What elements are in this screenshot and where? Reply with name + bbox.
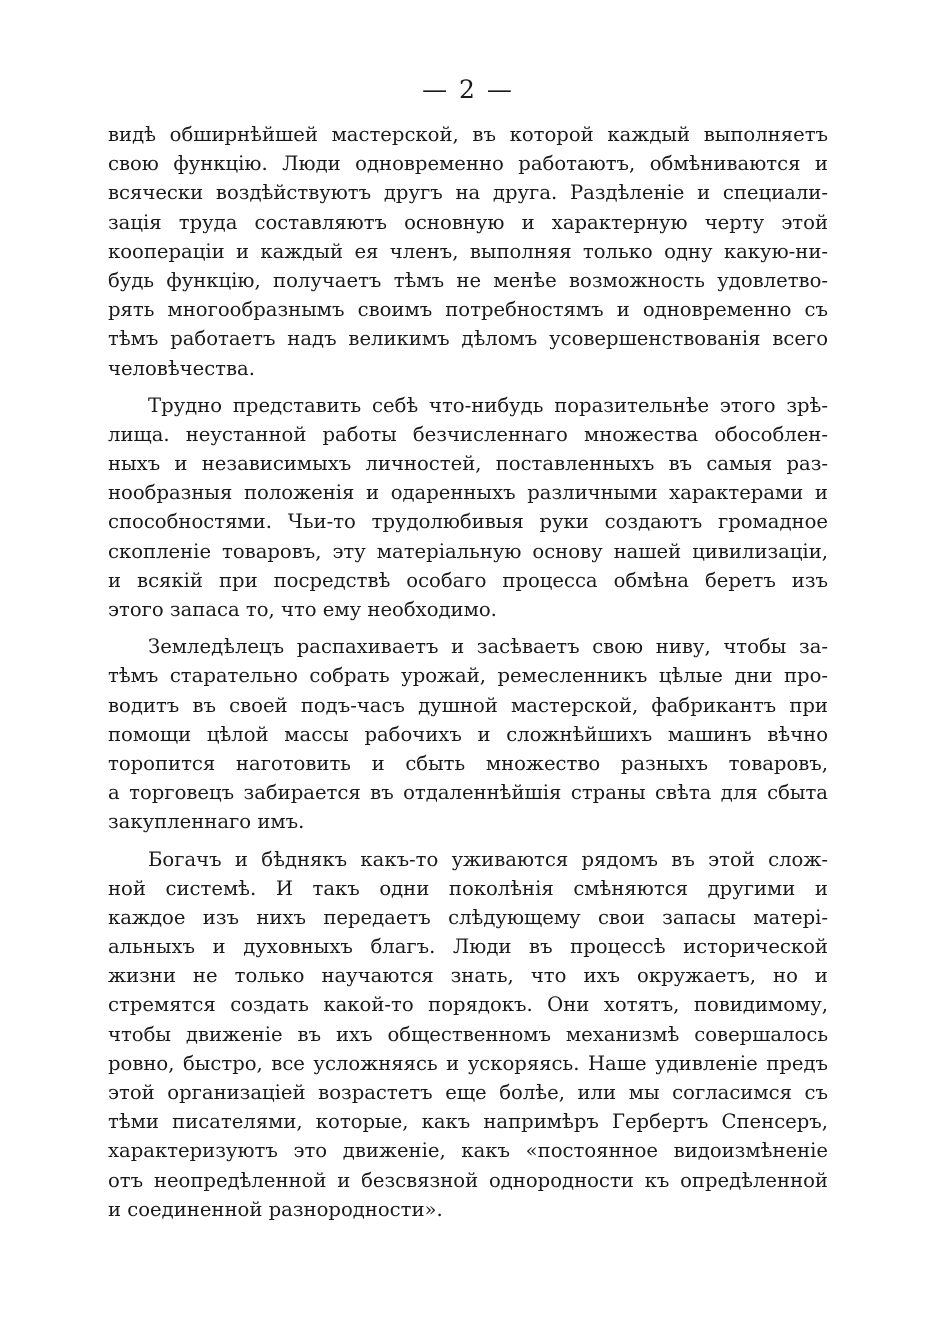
text-line: рять многообразнымъ своимъ потребностямъ и одновременно съ xyxy=(108,298,828,322)
text-line: Земледѣлецъ распахиваетъ и засѣваетъ свою ниву, чтобы за- xyxy=(148,635,828,659)
text-line: характеризуютъ это движеніе, какъ «постоянное видоизмѣненіе xyxy=(108,1139,828,1163)
text-line: Богачъ и бѣднякъ какъ-то уживаются рядомъ въ этой слож- xyxy=(148,847,828,871)
text-line: тѣмъ работаетъ надъ великимъ дѣломъ усовершенствованія всего xyxy=(108,327,828,351)
text-line: зація труда составляютъ основную и характерную черту этой xyxy=(108,210,828,234)
text-line: стремятся создать какой-то порядокъ. Они хотятъ, повидимому, xyxy=(108,993,828,1017)
page-number: — 2 — xyxy=(422,75,514,104)
text-line: лища. неустанной работы безчисленнаго множества обособлен- xyxy=(108,422,828,446)
text-line: ной системѣ. И такъ одни поколѣнія смѣняются другими и xyxy=(108,876,828,900)
text-line: чтобы движеніе въ ихъ общественномъ механизмѣ совершалось xyxy=(108,1022,828,1046)
text-line: скопленіе товаровъ, эту матеріальную основу нашей цивилизаціи, xyxy=(108,539,828,563)
body-text xyxy=(108,120,828,1224)
text-line: будь функцію, получаетъ тѣмъ не менѣе возможность удовлетво- xyxy=(108,268,828,292)
paragraph xyxy=(108,845,828,1224)
text-line: этой организаціей возрастетъ еще болѣе, или мы согласимся съ xyxy=(108,1081,828,1104)
text-line: тѣмъ старательно собрать урожай, ремесленникъ цѣлые дни про- xyxy=(108,664,828,688)
text-line: ныхъ и независимыхъ личностей, поставленныхъ въ самыя раз- xyxy=(108,452,828,476)
text-line: этого запаса то, что ему необходимо. xyxy=(108,598,497,621)
text-line: способностями. Чьи-то трудолюбивыя руки создаютъ громадное xyxy=(108,510,828,534)
text-line: закупленнаго имъ. xyxy=(108,810,305,834)
text-line: жизни не только научаются знать, что ихъ окружаетъ, но и xyxy=(108,964,828,988)
text-line: а торговецъ забирается въ отдаленнѣйшія страны свѣта для сбыта xyxy=(108,781,828,805)
text-line: помощи цѣлой массы рабочихъ и сложнѣйшихъ машинъ вѣчно xyxy=(108,722,828,746)
text-line: каждое изъ нихъ передаетъ слѣдующему свои запасы матері- xyxy=(108,905,828,929)
text-line: всячески воздѣйствуютъ другъ на друга. Раздѣленіе и специали- xyxy=(108,181,828,205)
text-line: Трудно представить себѣ что-нибудь поразительнѣе этого зрѣ- xyxy=(148,393,828,417)
text-line: видѣ обширнѣйшей мастерской, въ которой каждый выполняетъ xyxy=(108,123,828,146)
text-line: свою функцію. Люди одновременно работаютъ, обмѣниваются и xyxy=(108,152,828,176)
text-line: торопится наготовить и сбыть множество разныхъ товаровъ, xyxy=(108,751,828,775)
text-line: человѣчества. xyxy=(108,356,255,380)
paragraph xyxy=(108,391,828,625)
text-line: и соединенной разнородности». xyxy=(108,1197,443,1221)
text-line: отъ неопредѣленной и безсвязной однородности къ опредѣленной xyxy=(108,1168,828,1192)
text-line: коопераціи и каждый ея членъ, выполняя только одну какую-ни- xyxy=(108,239,828,263)
text-line: нообразныя положенія и одаренныхъ различными характерами и xyxy=(108,481,828,505)
paragraph xyxy=(108,120,828,383)
paragraph xyxy=(108,632,828,836)
text-line: и всякій при посредствѣ особаго процесса обмѣна беретъ изъ xyxy=(108,568,828,592)
text-line: тѣми писателями, которые, какъ напримѣръ Гербертъ Спенсеръ, xyxy=(108,1110,828,1134)
text-line: ровно, быстро, все усложняясь и ускоряясь. Наше удивленіе предъ xyxy=(108,1051,828,1075)
text-line: водитъ въ своей подъ-часъ душной мастерской, фабрикантъ при xyxy=(108,693,828,717)
text-line: альныхъ и духовныхъ благъ. Люди въ процессѣ исторической xyxy=(108,935,828,959)
